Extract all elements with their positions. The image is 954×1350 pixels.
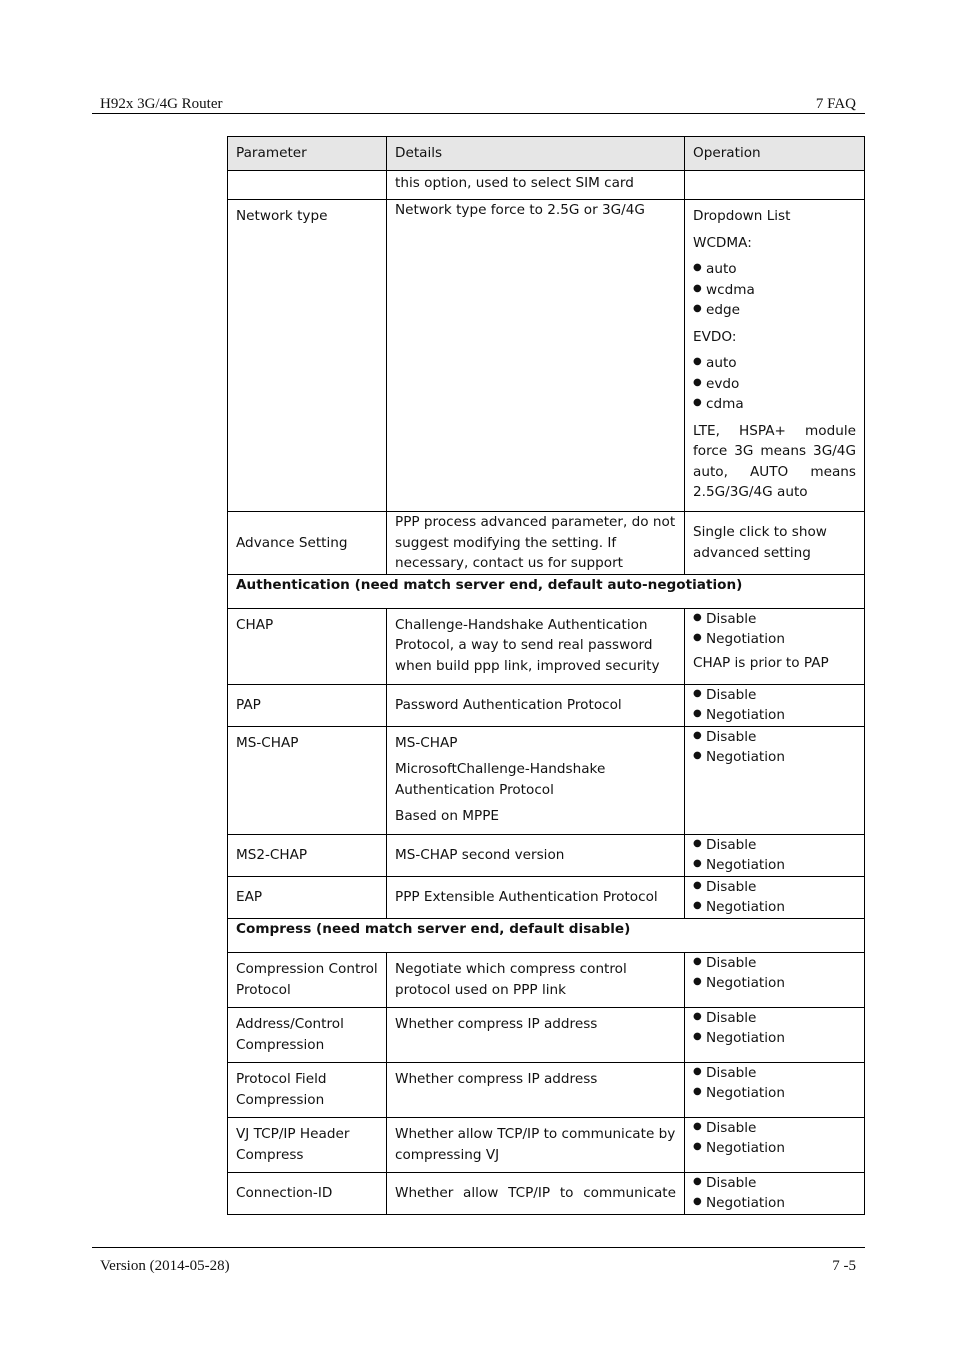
cell-parameter: MS-CHAP	[228, 726, 387, 834]
header-title: H92x 3G/4G Router	[100, 96, 223, 112]
list-item: ● evdo	[693, 374, 856, 395]
cell-operation	[685, 171, 865, 200]
list-item: ● Negotiation	[693, 1138, 856, 1159]
cell-parameter: EAP	[228, 876, 387, 918]
list-item: ● Negotiation	[693, 747, 856, 768]
table-row	[228, 512, 865, 575]
table-row	[228, 876, 865, 918]
list-item: ● Disable	[693, 1008, 856, 1029]
table-row	[228, 200, 865, 512]
list-item: ● Disable	[693, 835, 856, 856]
list-item: ● Disable	[693, 685, 856, 706]
table-row	[228, 684, 865, 726]
column-header-details: Details	[387, 137, 685, 171]
parameter-table	[227, 136, 865, 1215]
option-list	[693, 609, 856, 650]
cell-details: Whether allow TCP/IP to communicate by compressing VJ	[387, 1117, 685, 1172]
cell-operation	[685, 1007, 865, 1062]
table-row	[228, 1172, 865, 1214]
option-list	[693, 953, 856, 994]
cell-parameter: MS2-CHAP	[228, 834, 387, 876]
wcdma-options	[693, 259, 856, 321]
cell-details: Network type force to 2.5G or 3G/4G	[387, 200, 685, 512]
cell-operation	[685, 684, 865, 726]
cell-parameter	[228, 171, 387, 200]
list-item: ● Negotiation	[693, 705, 856, 726]
table-row	[228, 726, 865, 834]
table-row	[228, 608, 865, 684]
cell-parameter: Advance Setting	[228, 512, 387, 575]
mschap-details-line: Based on MPPE	[395, 808, 500, 824]
list-item: ● Negotiation	[693, 855, 856, 876]
list-item: ● Disable	[693, 1118, 856, 1139]
cell-parameter: PAP	[228, 684, 387, 726]
list-item: ● Negotiation	[693, 1193, 856, 1214]
cell-parameter: Compression Control Protocol	[228, 952, 387, 1007]
network-type-note: LTE, HSPA+ module force 3G means 3G/4G auto, AUTO means 2.5G/3G/4G auto	[693, 422, 856, 500]
cell-operation	[685, 952, 865, 1007]
footer-rule	[92, 1247, 865, 1248]
cell-details: MS-CHAP second version	[387, 834, 685, 876]
section-row-compress	[228, 918, 865, 952]
cell-details: PPP process advanced parameter, do not suggest modifying the setting. If necessary, contact us for support	[387, 512, 685, 575]
option-list	[693, 835, 856, 876]
footer-page-number: 7 -5	[832, 1258, 856, 1274]
cell-details: Whether allow TCP/IP to communicate	[387, 1172, 685, 1214]
list-item: ● cdma	[693, 394, 856, 415]
evdo-options	[693, 353, 856, 415]
cell-details: PPP Extensible Authentication Protocol	[387, 876, 685, 918]
cell-parameter: CHAP	[228, 608, 387, 684]
list-item: ● Disable	[693, 953, 856, 974]
column-header-operation: Operation	[685, 137, 865, 171]
option-list	[693, 877, 856, 918]
list-item: ● Negotiation	[693, 897, 856, 918]
table-row	[228, 1117, 865, 1172]
list-item: ● Disable	[693, 877, 856, 898]
mschap-details-line: MicrosoftChallenge-Handshake Authentication Protocol	[395, 761, 606, 798]
cell-details: Negotiate which compress control protocol used on PPP link	[387, 952, 685, 1007]
section-row-authentication	[228, 574, 865, 608]
cell-parameter: Address/Control Compression	[228, 1007, 387, 1062]
list-item: ● wcdma	[693, 280, 856, 301]
header-rule	[92, 113, 865, 114]
chap-note: CHAP is prior to PAP	[693, 654, 829, 671]
table-header-row	[228, 137, 865, 171]
table-row	[228, 1062, 865, 1117]
list-item: ● Negotiation	[693, 1028, 856, 1049]
option-list	[693, 1118, 856, 1159]
cell-details: Whether compress IP address	[387, 1007, 685, 1062]
mschap-details-line: MS-CHAP	[395, 734, 458, 751]
cell-operation	[685, 1172, 865, 1214]
cell-details: Whether compress IP address	[387, 1062, 685, 1117]
list-item: ● Disable	[693, 1063, 856, 1084]
evdo-label: EVDO:	[693, 328, 737, 345]
list-item: ● Disable	[693, 1173, 856, 1194]
cell-details: Challenge-Handshake Authentication Protocol, a way to send real password when build ppp link, improved security	[387, 608, 685, 684]
cell-parameter: Network type	[228, 200, 387, 512]
list-item: ● Negotiation	[693, 973, 856, 994]
list-item: ● auto	[693, 353, 856, 374]
table-row	[228, 952, 865, 1007]
option-list	[693, 1008, 856, 1049]
cell-parameter: Protocol Field Compression	[228, 1062, 387, 1117]
list-item: ● Negotiation	[693, 629, 856, 650]
table-row	[228, 171, 865, 200]
cell-operation	[685, 1117, 865, 1172]
dropdown-list-label: Dropdown List	[693, 208, 791, 224]
list-item: ● Disable	[693, 727, 856, 748]
cell-operation	[685, 726, 865, 834]
cell-details: Password Authentication Protocol	[387, 684, 685, 726]
cell-parameter: VJ TCP/IP Header Compress	[228, 1117, 387, 1172]
cell-operation	[685, 834, 865, 876]
table-row	[228, 834, 865, 876]
cell-parameter: Connection-ID	[228, 1172, 387, 1214]
cell-operation	[685, 876, 865, 918]
cell-operation	[685, 1062, 865, 1117]
option-list	[693, 1173, 856, 1214]
header-chapter: 7 FAQ	[815, 96, 856, 112]
cell-details	[387, 726, 685, 834]
list-item: ● auto	[693, 259, 856, 280]
cell-operation	[685, 200, 865, 512]
list-item: ● edge	[693, 300, 856, 321]
footer-version: Version (2014-05-28)	[100, 1258, 230, 1274]
cell-operation	[685, 608, 865, 684]
section-title: Authentication (need match server end, default auto-negotiation)	[228, 574, 865, 608]
wcdma-label: WCDMA:	[693, 234, 752, 251]
table-row	[228, 1007, 865, 1062]
list-item: ● Disable	[693, 609, 856, 630]
section-title: Compress (need match server end, default disable)	[228, 918, 865, 952]
list-item: ● Negotiation	[693, 1083, 856, 1104]
column-header-parameter: Parameter	[228, 137, 387, 171]
option-list	[693, 685, 856, 726]
option-list	[693, 1063, 856, 1104]
cell-details: this option, used to select SIM card	[387, 171, 685, 200]
cell-operation: Single click to show advanced setting	[685, 512, 865, 575]
option-list	[693, 727, 856, 768]
